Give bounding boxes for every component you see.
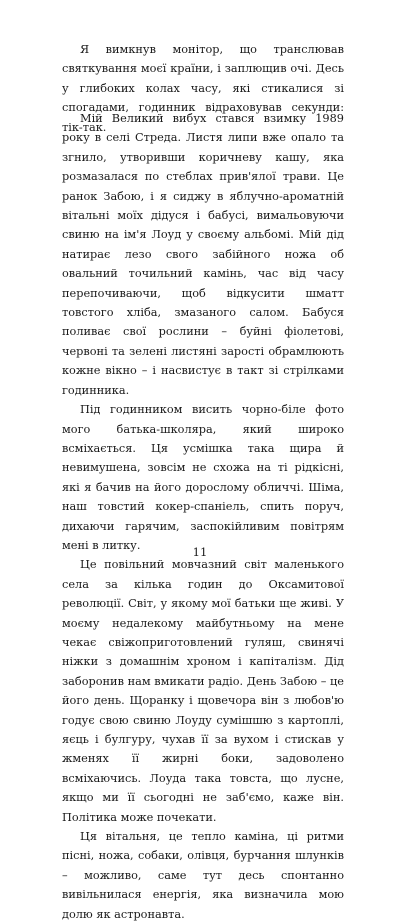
intro-paragraph: Я вимкнув монітор, що транслював святкування моєї країни, і заплющив очі. Десь у глибоких колах часу, які стикалися зі спогадами, годинник відраховував секунди: тік-так. [62,43,344,134]
paragraph-father-photo: Під годинником висить чорно-біле фото мого батька-школяра, який широко всміхається. Ця усмішка така щира й невимушена, зовсім не схожа на ті рідкісні, які я бачив на його дорослому обличчі. Шіма, наш товстий кокер-спаніель, спить поруч, дихаючи гарячим, заспокійливим повітрям мені в литку. [62,403,344,552]
paragraph-village-world: Це повільний мовчазний світ маленького села за кілька годин до Оксамитової революції. Світ, у якому мої батьки ще живі. У моєму недалекому майбутньому на мене чекає свіжоприготовлений гуляш, свинячі ніжки з домашнім хроном і капіталізм. Дід заборонив нам вмикати радіо. День Забою – це його день. Щоранку і щовечора він з любов'ю годує свою свиню Лоуду сумішшю з картоплі, яєць і булгуру, чухав її за вухом і стискав у жменях її жирні боки, задоволено всміхаючись. Лоуда така товста, що лусне, якщо ми її сьогодні не заб'ємо, каже він. Політика може почекати. [62,558,344,824]
paragraph-big-bang: Мій Великий вибух стався взимку 1989 року в селі Стреда. Листя липи вже опало та згнило, утворивши коричневу кашу, яка розмазалася по стеблах прив'ялої трави. Це ранок Забою, і я сиджу в яблучно-ароматній вітальні моїх дідуся і бабусі, вимальовуючи свиню на ім'я Лоуд у своєму альбомі. Мій дід натирає лезо свого забійного ножа об овальний точильний камінь, час від часу перепочиваючи, щоб відкусити шматт товстого хліба, змазаного салом. Бабуся поливає свої рослини – буйні фіолетові, червоні та зелені листяні зарості обрамлюють кожне вікно – і насвистує в такт зі стрілками годинника. [62,112,344,397]
paragraph-living-room: Ця вітальня, це тепло каміна, ці ритми пісні, ножа, собаки, олівця, бурчання шлунків – можливо, саме тут десь спонтанно вивільнилася енергія, яка визначила мою долю як астронавта. [62,830,344,921]
page-number: 11 [192,545,208,559]
main-text-block [62,109,344,924]
